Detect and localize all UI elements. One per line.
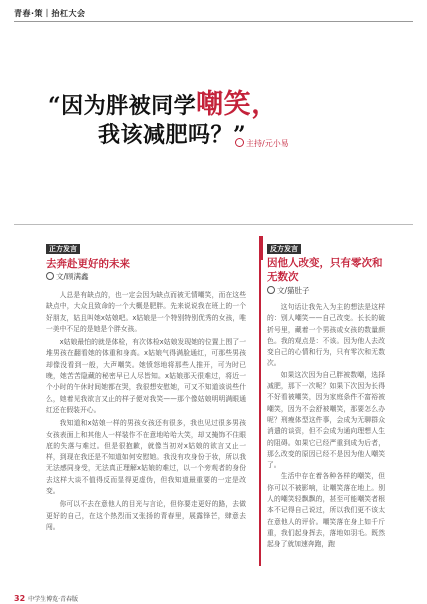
paragraph: 生活中存在着各种各样的嘲笑，但你可以不被影响，让嘲笑落在地上。别人的嘲笑轻飘飘的，甚至可能嘲笑者根本不记得自己说过，所以我们更不该太在意他人的评价。嘲笑落在身上如千斤重，我们起身挥去，落地如羽毛。既然起身了就加速奔跑，跑 (267, 472, 385, 549)
host-text: 主持/元小易 (246, 139, 289, 148)
paragraph: 这句话让我先入为主的想法是这样的：别人嘲笑——自己改变。长长的破折号里，藏着一个男孩或女孩的数量颜色。我的观点是：不该。因为他人去改变自己的心情和行为，只有零次和无数次。 (267, 303, 385, 368)
paragraph: 如果这次因为自己胖被数嘲，选择减肥，那下一次呢？如果下次因为长得不好看被嘲笑，因为家庭条件不富裕被嘲笑，因为不会舒被嘲笑，那要怎么办呢？刑瘦体型这件事，会成为无聊群众消遣的谈资，但不会成为通向理想人生的阻碍。如果它已经严重到成为后者，那么改变的原因已经不是因为他人嘲笑了。 (267, 370, 385, 470)
headline-highlight: 嘲笑， (196, 89, 279, 120)
con-tag: 反方发言 (267, 244, 301, 254)
con-author-text: 文/猫肚子 (277, 286, 310, 295)
con-body (267, 302, 385, 551)
pro-tag: 正方发言 (46, 244, 80, 254)
paragraph: 我知道和x姑娘一样的男孩女孩还有很多，我也见过很多男孩女孩表面上和其他人一样装作不在意地哈哈大笑，却又掩饰不住眼底的失落与难过。但是很抱歉，就像当初对x姑娘的欲言又止一样，到现在我还是不知道如何安慰她。我没有攻身份于妆，所以我无法感同身受，无法真正理解x姑娘的难过，以一个旁观者的身份去这样大谈不值得反而显得更虚伪，但我知道最重要的一定是改变。 (46, 419, 246, 496)
column-accent-bar (259, 236, 261, 566)
pro-author-text: 文/顾满鑫 (56, 272, 89, 281)
headline-line-2: 我该减肥吗？” (98, 122, 247, 148)
headline-line-1 (48, 82, 388, 121)
column-accent-block (259, 236, 263, 260)
paragraph: 人总是有缺点的，也一定会因为缺点而被无情嘲笑，而在这些缺点中，大众且致命的一个大概是肥胖。先来说说我在班上的一个好朋友，姑且叫她x姑娘吧。x姑娘是一个特别特别优秀的女孩，唯一美中不足的是她是个胖女孩。 (46, 291, 246, 333)
con-title: 因他人改变，只有零次和无数次 (267, 257, 383, 283)
pro-body (46, 290, 246, 533)
page-number: 32 (14, 594, 26, 603)
publication-name: 中学生博览·青春版 (28, 596, 79, 603)
section-header: 青春·策｜抬杠大会 (14, 9, 86, 18)
circle-icon (46, 272, 54, 280)
circle-icon (267, 286, 275, 294)
pro-author (46, 271, 89, 282)
paragraph: 你可以不去在意他人的目光与言论，但你要走更好的路，去做更好的自己，在这个热烈而又张扬的青春里，展露锋芒，肆意去闯。 (46, 500, 246, 531)
page-footer (14, 594, 78, 603)
pro-title: 去奔赴更好的未来 (46, 258, 130, 270)
host-credit (235, 138, 289, 149)
paragraph: x姑娘最怕的就是体检，有次体检x姑娘发现她的位置上围了一堆男孩在翻看她的体重和身高。x姑娘气得满脸通红，可那些男孩却像没看到一般，大声嘲笑。她愤怒地将那些人推开，可为时已晚，她苦苦隐藏的秘密早已人尽皆知。x姑娘那天很难过，将近一个小时的午休时间她都在哭，我很想安慰她，可又不知道该说些什么，她着见我欲言又止的样子便对我笑——那个像姑娘明明满眼通红还在假装开心。 (46, 338, 246, 414)
circle-icon (235, 138, 244, 147)
con-author (267, 285, 310, 296)
content-divider (14, 224, 413, 225)
headline-prefix: “因为胖被同学 (48, 93, 197, 119)
header-divider (14, 21, 413, 22)
